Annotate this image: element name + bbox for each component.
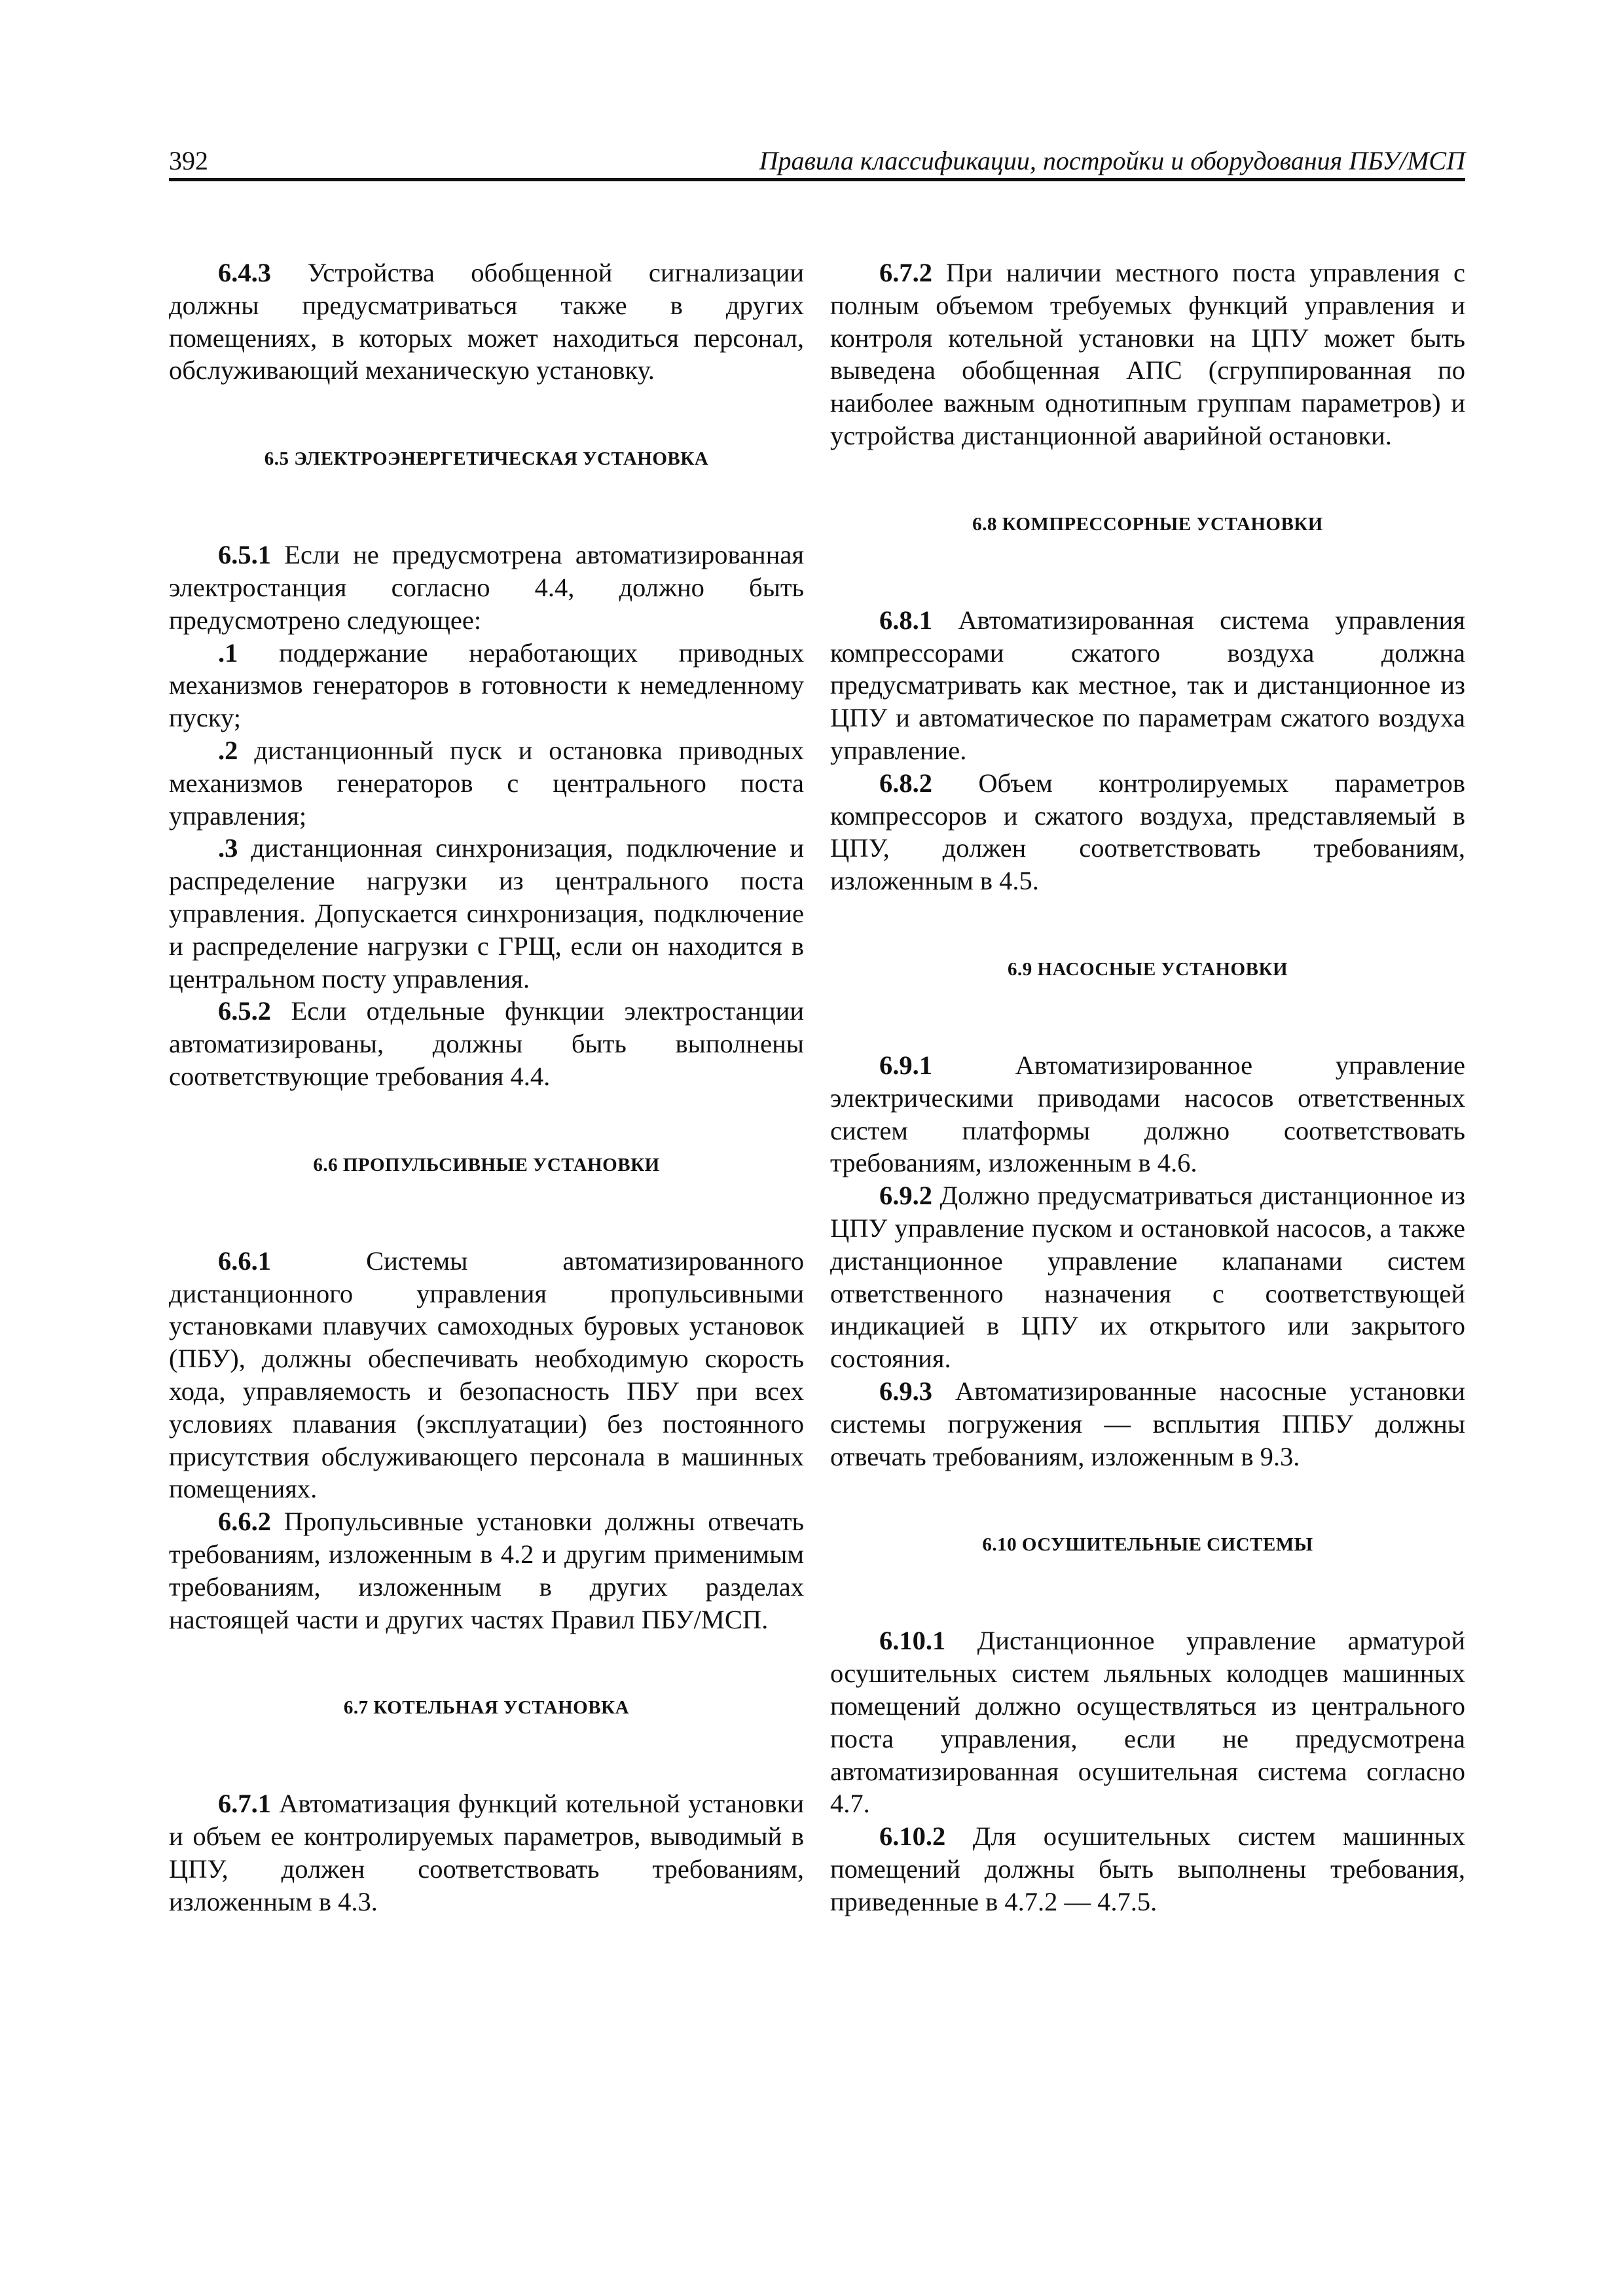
paragraph-6-7-1	[169, 1787, 804, 1918]
paragraph-6-7-2	[830, 257, 1465, 452]
clause-text: Должно предусматриваться дистанционное из ЦПУ управление пуском и остановкой насосов, а также дистанционное управление клапанами систем ответственного назначения с соответствующей индикацией в ЦПУ их открытого или закрытого состояния.	[830, 1181, 1465, 1374]
clause-number: 6.5.1	[218, 540, 271, 570]
paragraph-6-9-2	[830, 1179, 1465, 1375]
clause-text: При наличии местного поста управления с полным объемом требуемых функций управления и контроля котельной установки на ЦПУ может быть выведена обобщенная АПС (сгруппированная по наиболее важным однотипным группам параметров) и устройства дистанционной аварийной остановки.	[830, 258, 1465, 450]
section-heading-6-10: 6.10 ОСУШИТЕЛЬНЫЕ СИСТЕМЫ	[982, 1534, 1313, 1556]
left-column	[169, 257, 804, 1918]
clause-number: 6.9.3	[879, 1376, 932, 1406]
list-item-3	[169, 832, 804, 995]
section-heading-6-9: 6.9 НАСОСНЫЕ УСТАНОВКИ	[1007, 958, 1288, 980]
page-header	[169, 145, 1465, 182]
clause-text: Автоматизированное управление электрическими приводами насосов ответственных систем платформы должно соответствовать требованиям, изложенным в 4.6.	[830, 1050, 1465, 1178]
section-heading-6-5: 6.5 ЭЛЕКТРОЭНЕРГЕТИЧЕСКАЯ УСТАНОВКА	[264, 448, 709, 470]
paragraph-6-6-2	[169, 1505, 804, 1636]
clause-number: 6.7.1	[218, 1789, 271, 1819]
clause-text: Устройства обобщенной сигнализации должны предусматриваться также в других помещениях, в которых может находиться персонал, обслуживающий механическую установку.	[169, 258, 804, 386]
item-text: дистанционный пуск и остановка приводных механизмов генераторов с центрального поста управления;	[169, 735, 804, 831]
clause-number: 6.4.3	[218, 258, 271, 287]
clause-number: 6.6.1	[218, 1246, 271, 1276]
paragraph-6-8-2	[830, 767, 1465, 897]
clause-text: Если отдельные функции электростанции автоматизированы, должны быть выполнены соответствующие требования 4.4.	[169, 996, 804, 1091]
item-number: .3	[218, 833, 238, 863]
page-number: 392	[169, 146, 208, 175]
clause-text: Пропульсивные установки должны отвечать требованиям, изложенным в 4.2 и другим применимым требованиям, изложенным в других разделах настоящей части и других частях Правил ПБУ/МСП.	[169, 1507, 804, 1634]
paragraph-6-5-1	[169, 539, 804, 636]
clause-text: Для осушительных систем машинных помещений должны быть выполнены требования, приведенные в 4.7.2 — 4.7.5.	[830, 1821, 1465, 1916]
clause-number: 6.10.1	[879, 1626, 946, 1656]
section-heading-6-6: 6.6 ПРОПУЛЬСИВНЫЕ УСТАНОВКИ	[313, 1154, 660, 1175]
item-number: .2	[218, 735, 238, 765]
paragraph-6-9-3	[830, 1375, 1465, 1473]
clause-text: Объем контролируемых параметров компрессоров и сжатого воздуха, представляемый в ЦПУ, должен соответствовать требованиям, изложенным в 4.5.	[830, 768, 1465, 896]
item-text: поддержание неработающих приводных механизмов генераторов в готовности к немедленному пуску;	[169, 637, 804, 733]
paragraph-6-10-1	[830, 1624, 1465, 1820]
clause-text: Автоматизированная система управления компрессорами сжатого воздуха должна предусматривать как местное, так и дистанционное из ЦПУ и автоматическое по параметрам сжатого воздуха управление.	[830, 605, 1465, 765]
clause-text: Автоматизированные насосные установки системы погружения — всплытия ППБУ должны отвечать требованиям, изложенным в 9.3.	[830, 1376, 1465, 1471]
clause-text: Автоматизация функций котельной установки и объем ее контролируемых параметров, выводимый в ЦПУ, должен соответствовать требованиям, изложенным в 4.3.	[169, 1789, 804, 1916]
paragraph-6-9-1	[830, 1049, 1465, 1179]
clause-text: Дистанционное управление арматурой осушительных систем льяльных колодцев машинных помещений должно осуществляться из центрального поста управления, если не предусмотрена автоматизированная осушительная система согласно 4.7.	[830, 1626, 1465, 1819]
paragraph-6-6-1	[169, 1245, 804, 1505]
clause-number: 6.6.2	[218, 1507, 271, 1537]
clause-number: 6.8.2	[879, 768, 932, 798]
item-number: .1	[218, 637, 238, 668]
clause-number: 6.7.2	[879, 258, 932, 287]
clause-text: Если не предусмотрена автоматизированная электростанция согласно 4.4, должно быть предусмотрено следующее:	[169, 540, 804, 635]
clause-number: 6.8.1	[879, 605, 932, 635]
right-column	[830, 257, 1465, 1918]
paragraph-6-8-1	[830, 604, 1465, 767]
clause-number: 6.9.2	[879, 1181, 932, 1211]
clause-number: 6.5.2	[218, 996, 271, 1026]
paragraph-6-4-3	[169, 257, 804, 387]
clause-number: 6.9.1	[879, 1050, 932, 1080]
clause-text: Системы автоматизированного дистанционного управления пропульсивными установками плавучих самоходных буровых установок (ПБУ), должны обеспечивать необходимую скорость хода, управляемость и безопасность ПБУ при всех условиях плавания (эксплуатации) без постоянного присутствия обслуживающего персонала в машинных помещениях.	[169, 1246, 804, 1504]
section-heading-6-8: 6.8 КОМПРЕССОРНЫЕ УСТАНОВКИ	[972, 513, 1323, 535]
item-text: дистанционная синхронизация, подключение и распределение нагрузки из центрального поста управления. Допускается синхронизация, подключение и распределение нагрузки с ГРЩ, если он находится в центральном посту управления.	[169, 833, 804, 994]
paragraph-6-10-2	[830, 1820, 1465, 1918]
section-heading-6-7: 6.7 КОТЕЛЬНАЯ УСТАНОВКА	[343, 1697, 630, 1719]
list-item-1	[169, 637, 804, 734]
paragraph-6-5-2	[169, 995, 804, 1092]
header-rule	[169, 178, 1465, 181]
clause-number: 6.10.2	[879, 1821, 946, 1852]
list-item-2	[169, 734, 804, 832]
running-title: Правила классификации, постройки и оборудования ПБУ/МСП	[759, 146, 1465, 175]
